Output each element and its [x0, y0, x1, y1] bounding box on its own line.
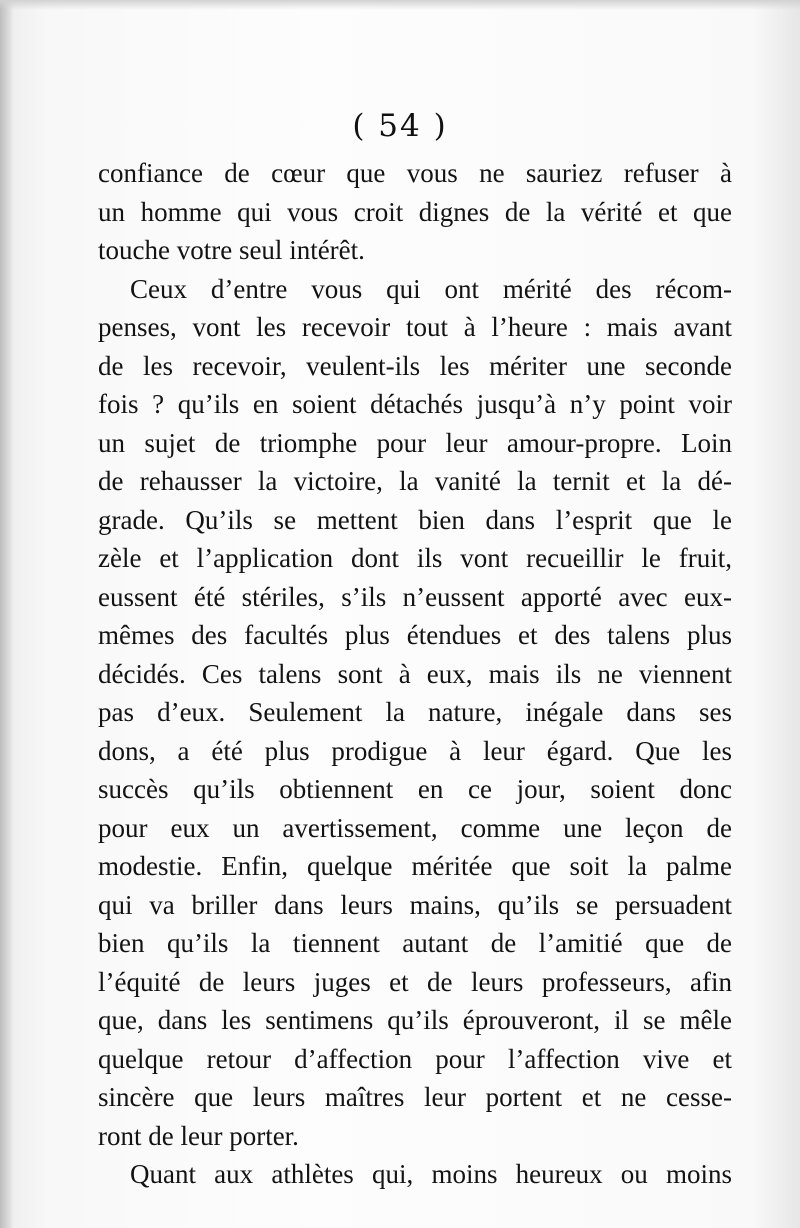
- text-line: de rehausser la victoire, la vanité la ternit et la dé-: [98, 466, 732, 496]
- text-line: eussent été stériles, s’ils n’eussent apporté avec eux-: [98, 581, 732, 612]
- text-line: succès qu’ils obtiennent en ce jour, soient donc: [98, 774, 732, 804]
- text-line: un sujet de triomphe pour leur amour-propre. Loin: [98, 427, 732, 458]
- text-line: fois ? qu’ils en soient détachés jusqu’à n’y point voir: [98, 389, 732, 419]
- text-line: sincère que leurs maîtres leur portent et ne cesse-: [98, 1082, 732, 1112]
- text-line: décidés. Ces talens sont à eux, mais ils ne viennent: [98, 658, 732, 689]
- text-line: de les recevoir, veulent-ils les mériter une seconde: [98, 350, 732, 381]
- text-line: penses, vont les recevoir tout à l’heure : mais avant: [98, 312, 732, 342]
- text-line: dons, a été plus prodigue à leur égard. Que les: [98, 735, 732, 766]
- text-line: pour eux un avertissement, comme une leçon de: [98, 812, 732, 843]
- page-edge-shadow: [0, 0, 14, 1228]
- text-line: bien qu’ils la tiennent autant de l’amitié que de: [98, 928, 732, 958]
- text-line: que, dans les sentimens qu’ils éprouveront, il se mêle: [98, 1005, 732, 1035]
- page-number: ( 54 ): [352, 108, 448, 144]
- text-line: Ceux d’entre vous qui ont mérité des récom-: [130, 273, 732, 304]
- text-line: un homme qui vous croit dignes de la vérité et que: [98, 196, 732, 227]
- text-line: qui va briller dans leurs mains, qu’ils se persuadent: [98, 889, 732, 920]
- text-line: zèle et l’application dont ils vont recueillir le fruit,: [98, 543, 732, 573]
- text-line: quelque retour d’affection pour l’affection vive et: [98, 1043, 732, 1074]
- text-line: pas d’eux. Seulement la nature, inégale dans ses: [98, 697, 732, 727]
- body-text: [98, 154, 732, 1194]
- text-line: Quant aux athlètes qui, moins heureux ou moins: [130, 1159, 732, 1189]
- text-line: l’équité de leurs juges et de leurs professeurs, afin: [98, 966, 732, 997]
- text-line: grade. Qu’ils se mettent bien dans l’esprit que le: [98, 504, 732, 535]
- text-line: confiance de cœur que vous ne sauriez refuser à: [98, 158, 732, 188]
- text-line: ront de leur porter.: [98, 1120, 299, 1151]
- text-line: modestie. Enfin, quelque méritée que soit la palme: [98, 851, 732, 881]
- text-line: mêmes des facultés plus étendues et des talens plus: [98, 620, 732, 650]
- text-line: touche votre seul intérêt.: [98, 235, 365, 265]
- page-top-shadow: [0, 0, 800, 10]
